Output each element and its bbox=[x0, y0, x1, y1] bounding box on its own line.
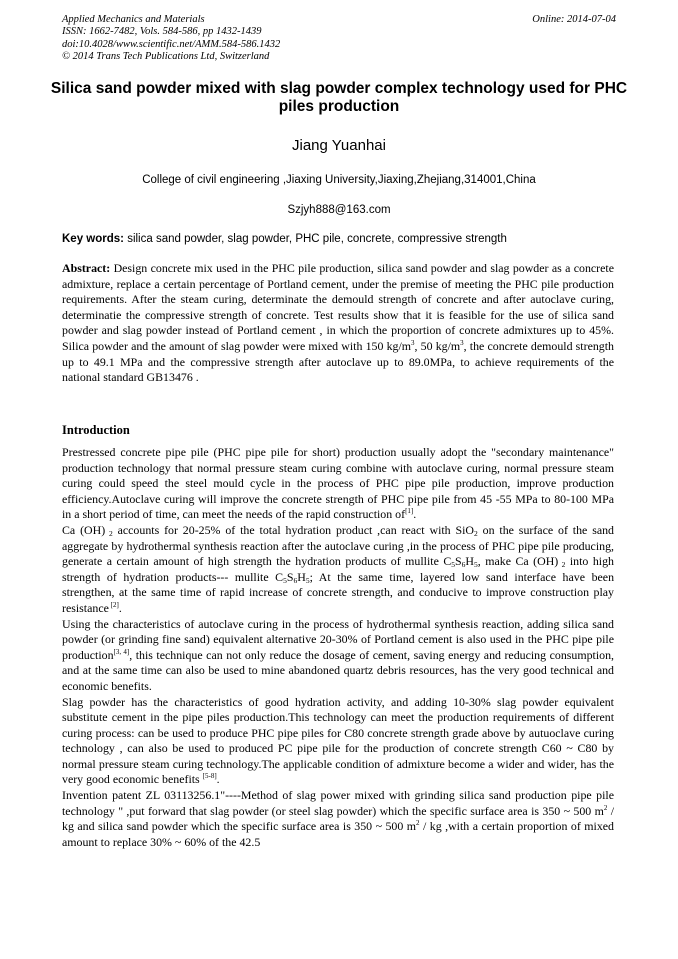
subscript: 5 bbox=[451, 560, 456, 570]
text-run: S bbox=[286, 569, 294, 584]
subscript: 2 bbox=[105, 528, 113, 538]
issn-line: ISSN: 1662-7482, Vols. 584-586, pp 1432-1439 bbox=[62, 26, 262, 38]
superscript: 2 bbox=[603, 803, 608, 812]
affiliation: College of civil engineering ,Jiaxing University,Jiaxing,Zhejiang,314001,China bbox=[142, 174, 536, 186]
text-run: on the surface of the sand aggregate by hydrothermal synthesis reaction after the autoclave curing ,in the process of PHC pipe pile producing, generate a certain amount of high strength the hydration products of mullite C bbox=[62, 522, 614, 569]
citation: [1] bbox=[405, 507, 414, 516]
citation: [2] bbox=[108, 600, 119, 609]
text-run: ; At the same time, layered low sand interface have been strengthen, at the same time of rapid increase of concrete strength, and conducive to improve construction play resistance bbox=[62, 569, 615, 615]
paper-title: Silica sand powder mixed with slag powder complex technology used for PHC piles production bbox=[50, 80, 628, 115]
text-run: Prestressed concrete pipe pile (PHC pipe pile for short) production usually adopt the "secondary maintenance" production technology that normal pressure steam curing combine with autoclave curing, normal pressure steam curing could speed the steel mould cycle in the process of PHC pipe pile production, improve production efficiency.Autoclave curing will improve the concrete strength of PHC pipe pile from 45 -55 MPa to 80-100 MPa in a short period of time, can meet the needs of the rapid construction of bbox=[62, 445, 614, 522]
text-run: . bbox=[118, 600, 122, 615]
keywords-text: silica sand powder, slag powder, PHC pile, concrete, compressive strength bbox=[124, 233, 507, 245]
text-run: , this technique can not only reduce the dosage of cement, saving energy and reducing consumption, and at the same time can also be used to mine abandoned quartz debris resources, has the very good technical and economic benefits. bbox=[62, 647, 614, 693]
subscript: 6 bbox=[461, 560, 466, 570]
online-date: Online: 2014-07-04 bbox=[532, 14, 616, 25]
abstract-sup-1: 3 bbox=[411, 338, 415, 347]
journal-header bbox=[62, 14, 616, 63]
text-run: Invention patent ZL 03113256.1"----Method of slag power mixed with grinding silica sand production pipe pile technology " ,put forward that slag powder (or steel slag powder) which the specific surface area is 350 ~ 500 m bbox=[62, 788, 614, 818]
text-run: accounts for 20-25% of the total hydration product ,can react with SiO bbox=[112, 522, 475, 537]
intro-paragraph-2 bbox=[62, 523, 614, 617]
text-run: Ca (OH) bbox=[62, 522, 106, 537]
intro-paragraph-5 bbox=[62, 788, 614, 850]
text-run: / kg and silica sand powder which the specific surface area is 350 ~ 500 m bbox=[62, 803, 614, 834]
author-name: Jiang Yuanhai bbox=[292, 137, 386, 154]
subscript: 2 bbox=[558, 560, 566, 570]
abstract-sup-2: 3 bbox=[460, 338, 464, 347]
citation: [5-8] bbox=[202, 772, 217, 781]
text-run: , make Ca (OH) bbox=[477, 554, 559, 569]
abstract-text-3: , the concrete demould strength up to 49.1 MPa and the compressive strength after autoclave up to 89.0MPa, to achieve requirements of the national standard GB13476 . bbox=[62, 338, 614, 385]
keywords bbox=[62, 233, 622, 245]
keywords-label: Key words: bbox=[62, 233, 124, 245]
text-run: into high strength of hydration products--- mullite C bbox=[62, 554, 614, 584]
text-run: . bbox=[413, 507, 417, 522]
text-run: S bbox=[455, 554, 462, 569]
copyright-line: © 2014 Trans Tech Publications Ltd, Switzerland bbox=[62, 50, 270, 62]
subscript: 2 bbox=[474, 528, 478, 538]
abstract bbox=[62, 261, 614, 386]
intro-paragraph-4 bbox=[62, 695, 614, 789]
abstract-label: Abstract: bbox=[62, 261, 111, 275]
intro-paragraph-1 bbox=[62, 445, 614, 523]
superscript: 2 bbox=[416, 819, 420, 828]
text-run: H bbox=[297, 569, 306, 584]
text-run: Slag powder has the characteristics of good hydration activity, and adding 10-30% slag powder equivalent substitute cement in the pipe piles production.This technology can meet the production requirements of different curing process: can be used to produce PHC pipe piles for C80 concrete strength grade above by autuoclave curing technology , can also be used to produced PC pipe pile for the production of concrete strength C60 ~ C80 by normal pressure steam curing technology.The applicable condition of admixture become a wider and wider, has the very good economic benefits bbox=[62, 694, 614, 787]
citation: [3, 4] bbox=[113, 647, 130, 656]
abstract-text-1: Design concrete mix used in the PHC pile production, silica sand powder and slag powder as a concrete admixture, replace a certain percentage of Portland cement, under the premise of meeting the PHC pile production requirements. After the steam curing, determinate the demould strength of concrete and after autoclave curing, determinatie the compressive strength of concrete. Test results show that it is feasible for the use of silica sand powder and slag powder instead of Portland cement , in which the proportion of concrete admixtures up to 45%. Silica powder and the amount of slag powder were mixed with 150 kg/m bbox=[62, 261, 614, 353]
email: Szjyh888@163.com bbox=[287, 204, 391, 216]
text-run: H bbox=[465, 554, 475, 569]
text-run: . bbox=[216, 772, 220, 787]
subscript: 5 bbox=[305, 575, 310, 585]
subscript: 5 bbox=[283, 575, 287, 585]
text-run: / kg ,with a certain proportion of mixed amount to replace 30% ~ 60% of the 42.5 bbox=[62, 819, 614, 849]
subscript: 5 bbox=[474, 560, 478, 570]
introduction-body bbox=[62, 445, 614, 850]
subscript: 6 bbox=[293, 575, 298, 585]
intro-paragraph-3 bbox=[62, 617, 614, 695]
journal-name: Applied Mechanics and Materials bbox=[62, 14, 205, 25]
abstract-text-2: , 50 kg/m bbox=[414, 338, 461, 353]
text-run: Using the characteristics of autoclave curing in the process of hydrothermal synthesis reaction, adding silica sand powder (or grinding fine sand) equivalent alternative 20-30% of Portland cement is also used in the PHC pipe pile production bbox=[62, 616, 614, 662]
section-heading-introduction: Introduction bbox=[62, 423, 130, 437]
doi-line: doi:10.4028/www.scientific.net/AMM.584-586.1432 bbox=[62, 38, 281, 50]
